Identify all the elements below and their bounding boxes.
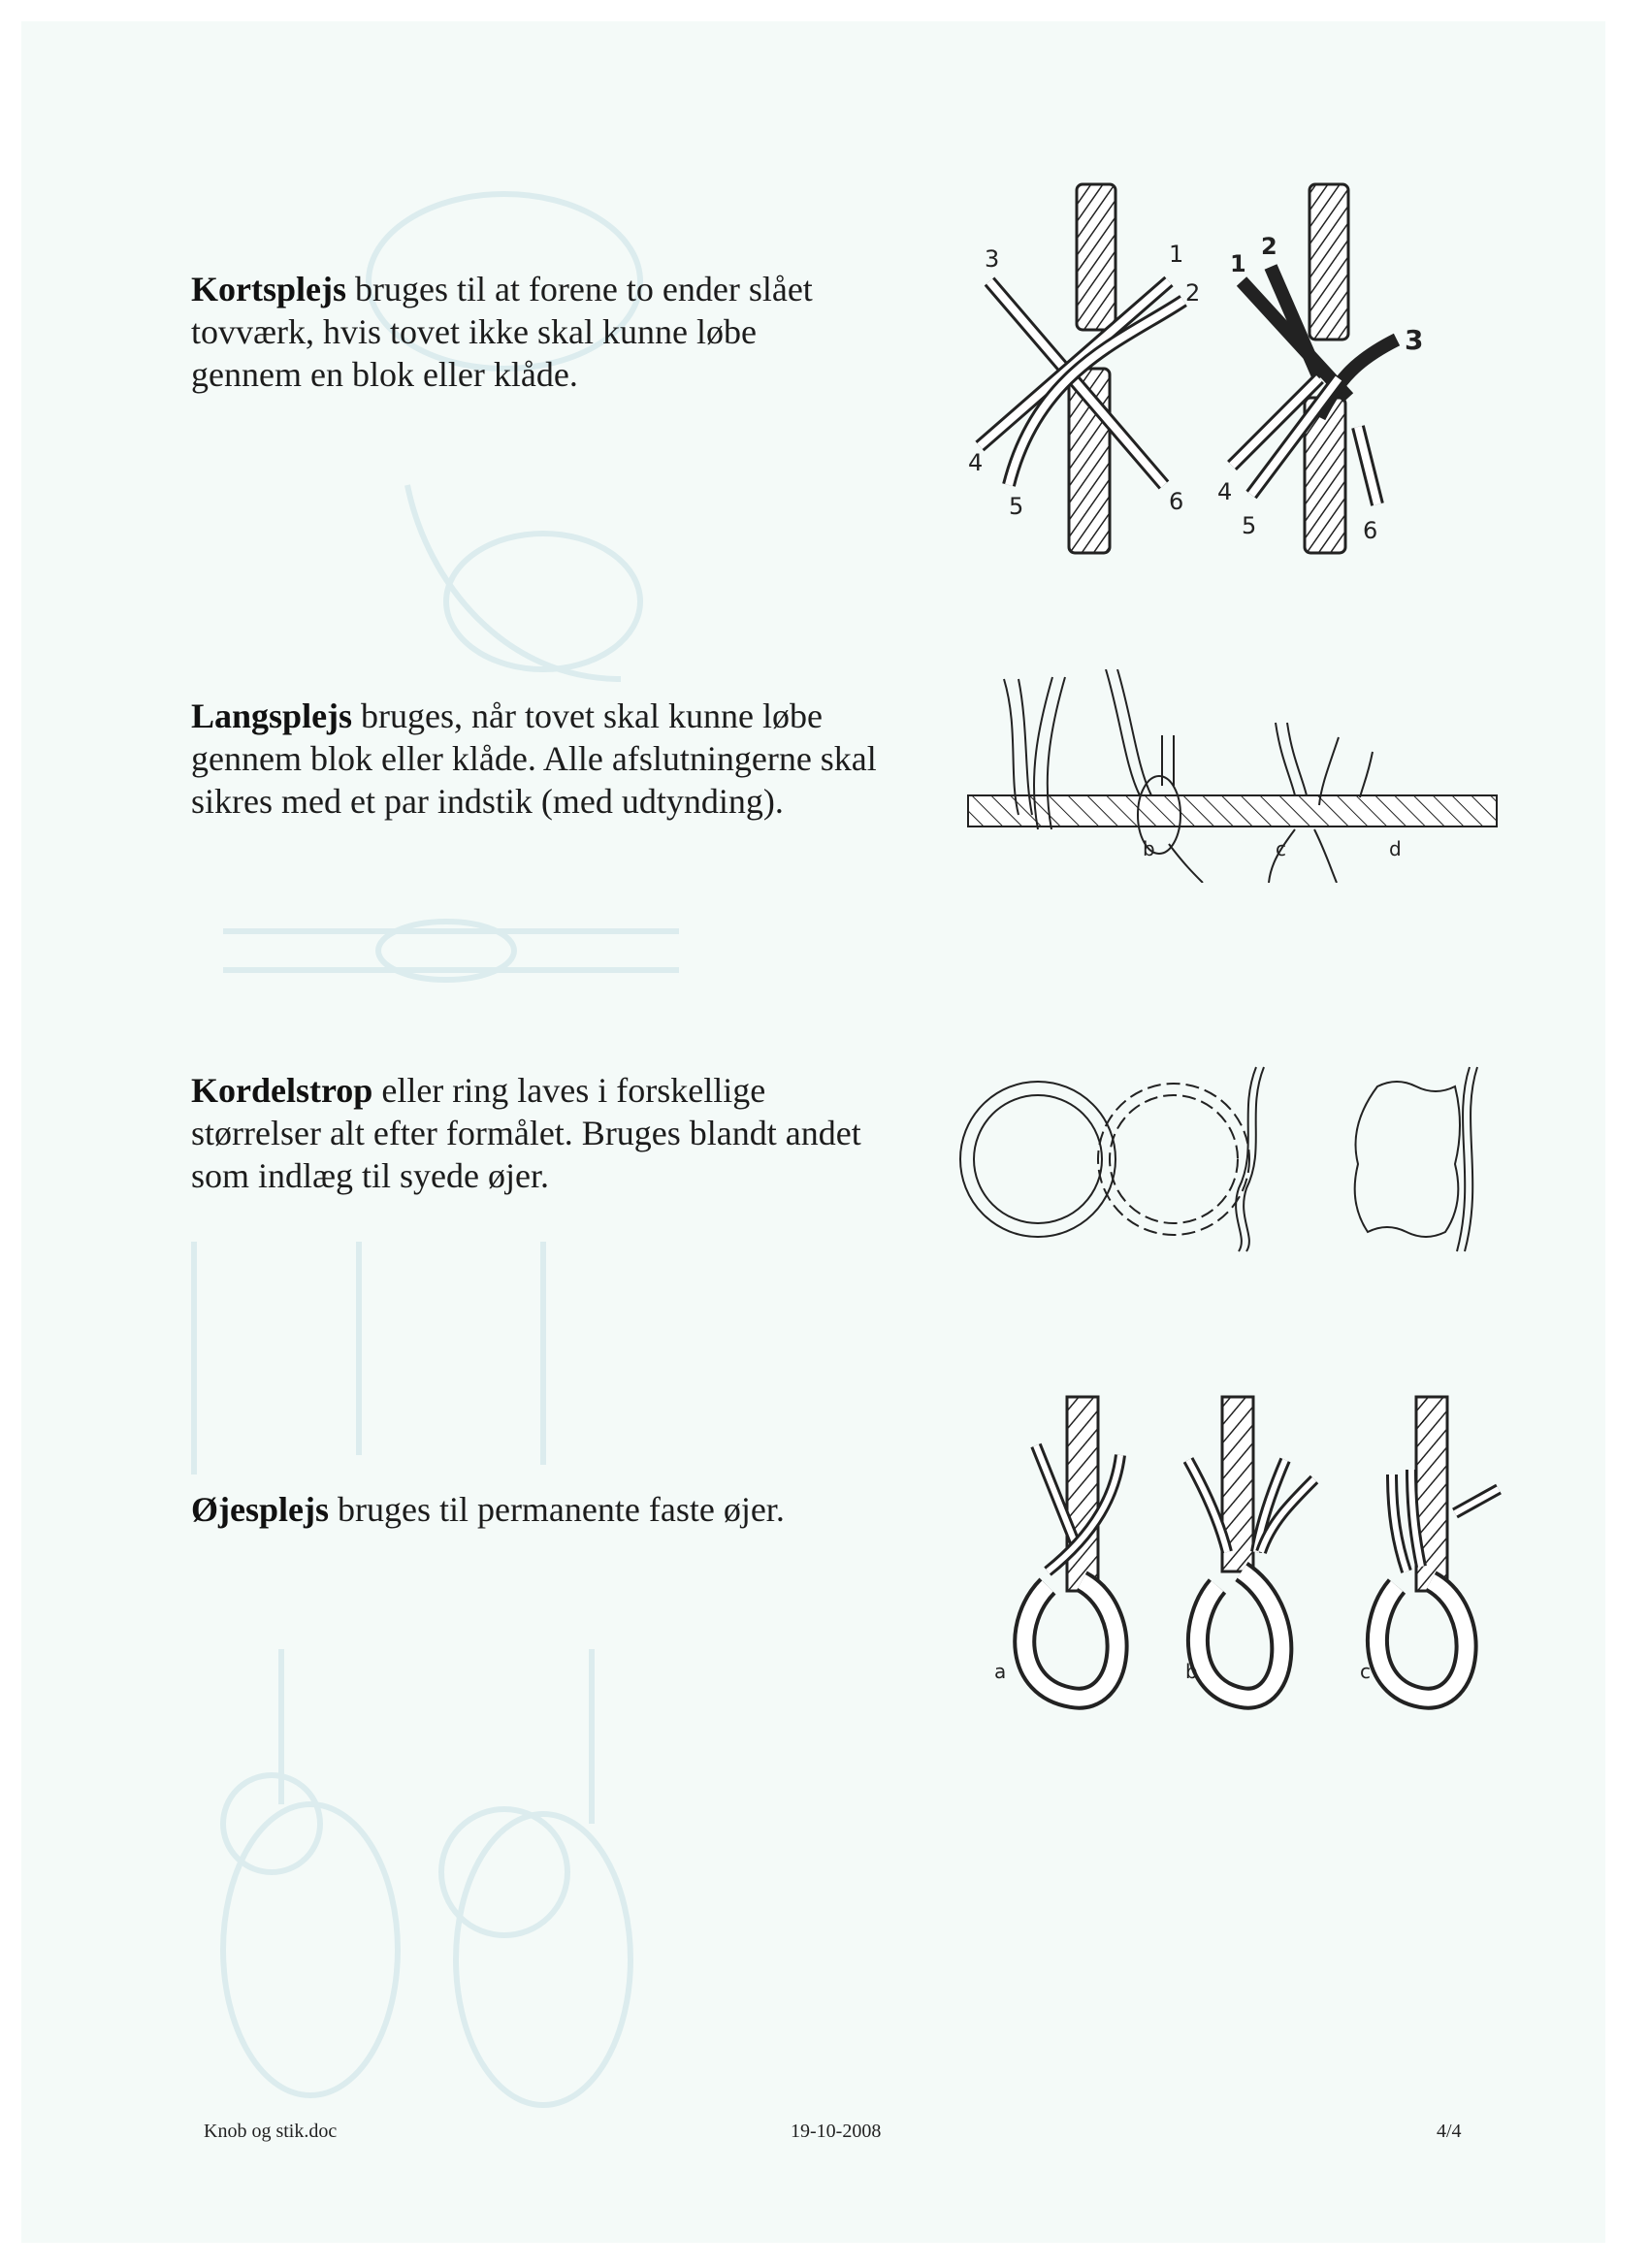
- label-left-3: 3: [985, 245, 1000, 273]
- paragraph-langsplejs: [191, 695, 889, 823]
- description-kordelstrop: eller ring laves i forskellige størrelser alt efter formålet. Bruges blandt andet som indlæg til syede øjer.: [191, 1071, 861, 1195]
- label-left-4: 4: [968, 449, 984, 476]
- label-left-6: 6: [1169, 488, 1184, 515]
- label-right-1: 1: [1230, 250, 1246, 277]
- paragraph-kordelstrop: [191, 1069, 870, 1197]
- label-right-5: 5: [1242, 512, 1257, 539]
- label-b: b: [1185, 1660, 1198, 1683]
- kordelstrop-illustration: [955, 1062, 1508, 1256]
- term-kordelstrop: Kordelstrop: [191, 1071, 373, 1110]
- term-ojesplejs: Øjesplejs: [191, 1490, 329, 1529]
- label-a: a: [994, 1660, 1007, 1683]
- label-left-2: 2: [1185, 279, 1201, 307]
- footer-date: 19-10-2008: [791, 2121, 882, 2142]
- label-right-2: 2: [1261, 233, 1277, 260]
- footer-page-number: 4/4: [1437, 2121, 1462, 2142]
- label-right-4: 4: [1217, 478, 1233, 505]
- description-langsplejs: bruges, når tovet skal kunne løbe gennem blok eller klåde. Alle afslutningerne skal sikres med et par indstik (med udtynding).: [191, 697, 877, 821]
- label-d: d: [1389, 837, 1402, 860]
- label-left-5: 5: [1009, 493, 1024, 520]
- term-langsplejs: Langsplejs: [191, 697, 353, 735]
- description-kortsplejs: bruges til at forene to ender slået tovværk, hvis tovet ikke skal kunne løbe gennem en blok eller klåde.: [191, 270, 813, 394]
- ojesplejs-illustration: [980, 1387, 1508, 1717]
- kortsplejs-illustration: [931, 175, 1455, 563]
- paragraph-kortsplejs: [191, 268, 870, 396]
- term-kortsplejs: Kortsplejs: [191, 270, 346, 308]
- description-ojesplejs: bruges til permanente faste øjer.: [328, 1490, 785, 1529]
- paragraph-ojesplejs: [191, 1488, 870, 1531]
- label-right-6: 6: [1363, 517, 1378, 544]
- label-c: c: [1360, 1660, 1371, 1683]
- label-c: c: [1276, 837, 1286, 860]
- footer-filename: Knob og stik.doc: [204, 2121, 338, 2142]
- label-left-1: 1: [1169, 241, 1184, 268]
- label-right-3: 3: [1405, 324, 1424, 356]
- label-b: b: [1143, 837, 1155, 860]
- langsplejs-illustration: [960, 669, 1513, 883]
